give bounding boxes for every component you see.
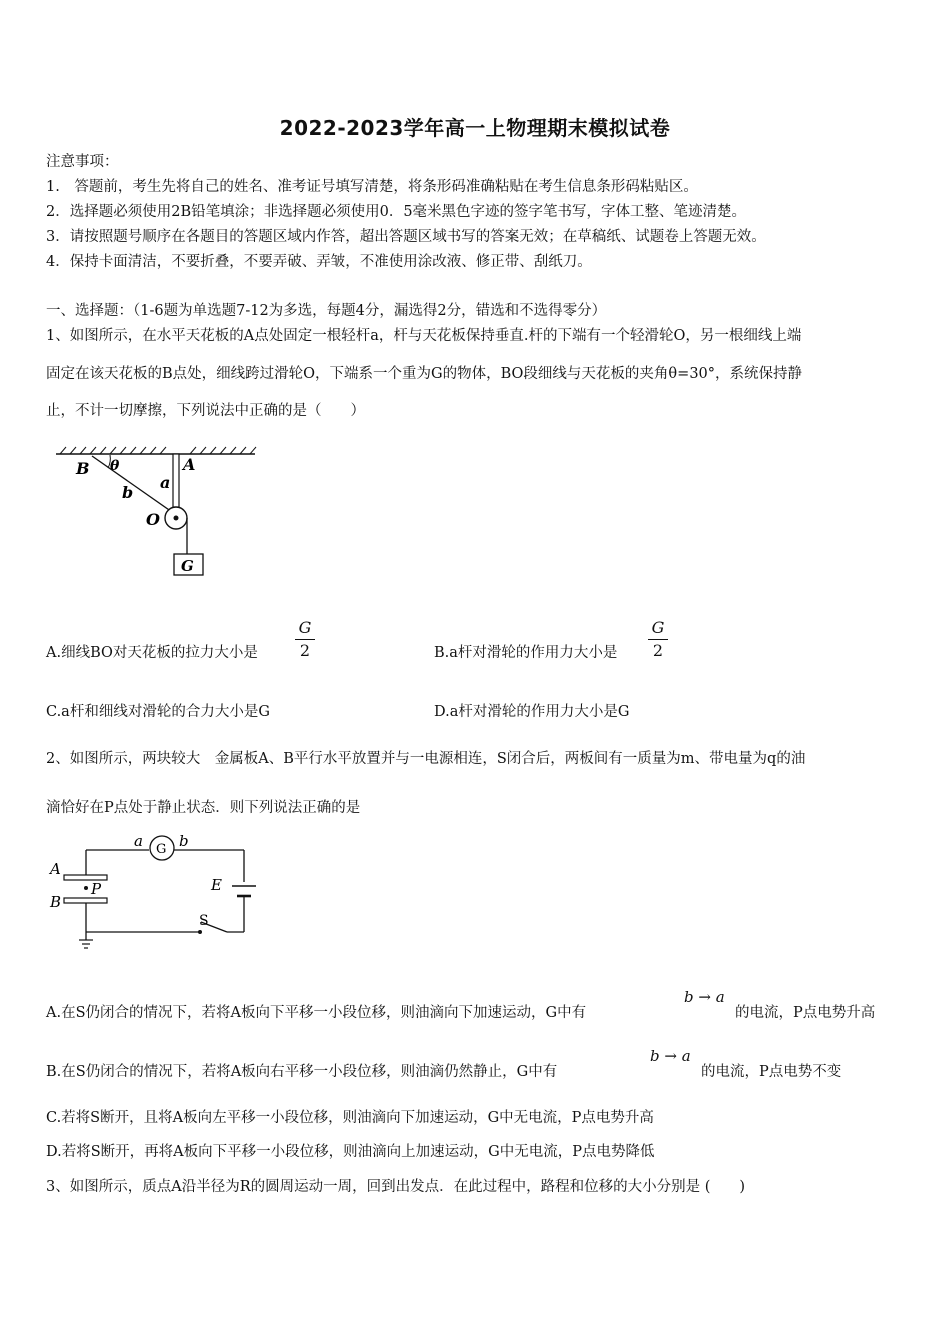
q2-option-a-current: b → a <box>684 988 725 1006</box>
section-heading: 一、选择题：（1-6题为单选题7-12为多选，每题4分，漏选得2分，错选和不选得零分） <box>46 303 607 319</box>
q1-pulley-figure <box>50 444 260 584</box>
q1-option-b-fraction <box>648 618 668 661</box>
q1-stem-line-1: 1、如图所示，在水平天花板的A点处固定一根轻杆a，杆与天花板保持垂直.杆的下端有一个轻滑轮O，另一根细线上端 <box>46 328 802 344</box>
galvanometer-icon: G <box>156 842 167 857</box>
fraction-numerator: G <box>651 618 665 637</box>
q1-option-a-fraction <box>295 618 315 661</box>
fig1-label-G: G <box>181 557 194 575</box>
q2-option-d: D.若将S断开，再将A板向下平移一小段位移，则油滴向上加速运动，G中无电流，P点电势降低 <box>46 1144 655 1160</box>
fig2-label-E: E <box>211 876 222 894</box>
switch-icon: S <box>199 913 209 929</box>
q1-option-c: C.a杆和细线对滑轮的合力大小是G <box>46 704 270 720</box>
q1-option-d: D.a杆对滑轮的作用力大小是G <box>434 704 630 720</box>
notice-item-1: 1. 答题前，考生先将自己的姓名、准考证号填写清楚，将条形码准确粘贴在考生信息条形码粘贴区。 <box>46 179 698 195</box>
q2-option-b-tail: 的电流，P点电势不变 <box>701 1064 842 1080</box>
q2-circuit-figure <box>44 832 260 954</box>
q1-option-a: A.细线BO对天花板的拉力大小是 <box>46 645 258 661</box>
q2-option-c: C.若将S断开，且将A板向左平移一小段位移，则油滴向下加速运动，G中无电流，P点电势升高 <box>46 1110 654 1126</box>
fig2-label-A: A <box>50 860 61 878</box>
q2-option-a-text: A.在S仍闭合的情况下，若将A板向下平移一小段位移，则油滴向下加速运动，G中有 <box>46 1005 587 1021</box>
notice-item-4: 4．保持卡面清洁，不要折叠，不要弄破、弄皱，不准使用涂改液、修正带、刮纸刀。 <box>46 254 592 270</box>
q1-stem-line-3: 止，不计一切摩擦，下列说法中正确的是（ ） <box>46 403 365 419</box>
q2-option-a-tail: 的电流，P点电势升高 <box>735 1005 876 1021</box>
fig1-label-B: B <box>76 459 90 478</box>
fraction-denominator: 2 <box>652 641 664 660</box>
q2-stem-line-2: 滴恰好在P点处于静止状态．则下列说法正确的是 <box>46 800 361 816</box>
notice-item-3: 3．请按照题号顺序在各题目的答题区域内作答，超出答题区域书写的答案无效；在草稿纸、试题卷上答题无效。 <box>46 229 766 245</box>
notice-item-2: 2．选择题必须使用2B铅笔填涂；非选择题必须使用0．5毫米黑色字迹的签字笔书写，字体工整、笔迹清楚。 <box>46 204 747 220</box>
page-title: 2022-2023学年高一上物理期末模拟试卷 <box>279 116 671 140</box>
fig2-label-B: B <box>50 893 62 911</box>
fig2-label-a: a <box>134 832 143 850</box>
fig1-label-theta: θ <box>110 458 120 474</box>
fig1-label-O: O <box>146 510 160 529</box>
q2-stem-line-1: 2、如图所示，两块较大 金属板A、B平行水平放置并与一电源相连，S闭合后，两板间有一质量为m、带电量为q的油 <box>46 751 806 767</box>
q1-option-b: B.a杆对滑轮的作用力大小是 <box>434 645 618 661</box>
fraction-denominator: 2 <box>299 641 311 660</box>
q2-option-b-current: b → a <box>650 1047 691 1065</box>
notice-heading: 注意事项： <box>46 154 119 170</box>
fig1-label-A: A <box>183 455 196 474</box>
fig2-label-b: b <box>179 832 189 850</box>
fraction-numerator: G <box>298 618 312 637</box>
fig1-label-a: a <box>160 473 171 492</box>
q1-stem-line-2: 固定在该天花板的B点处，细线跨过滑轮O，下端系一个重为G的物体，BO段细线与天花板的夹角θ=30°，系统保持静 <box>46 366 803 382</box>
q2-option-b-text: B.在S仍闭合的情况下，若将A板向右平移一小段位移，则油滴仍然静止，G中有 <box>46 1064 558 1080</box>
fig2-label-P: P <box>91 880 102 898</box>
fig1-label-b: b <box>122 483 134 502</box>
q3-stem-line-1: 3、如图所示，质点A沿半径为R的圆周运动一周，回到出发点．在此过程中，路程和位移的大小分别是 ( ) <box>46 1179 746 1195</box>
